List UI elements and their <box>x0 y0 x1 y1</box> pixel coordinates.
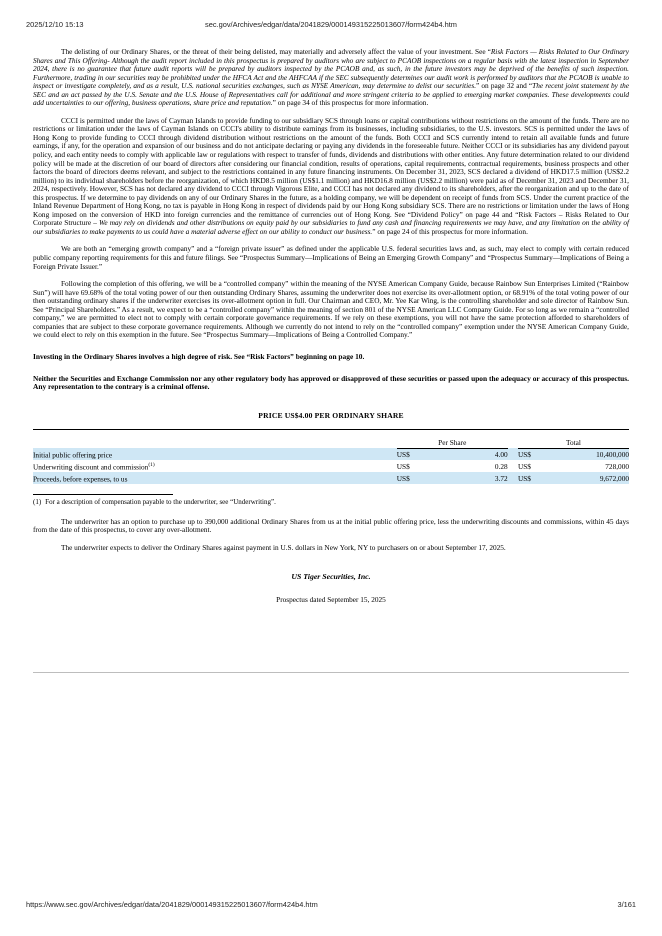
row-label <box>33 448 386 460</box>
row-gap-1 <box>386 460 396 472</box>
price-table <box>33 437 629 484</box>
row-per-share-currency: US$ <box>396 462 410 472</box>
row-gap-2 <box>508 448 518 460</box>
sec-disclaimer-statement: Neither the Securities and Exchange Commission nor any other regulatory body has approved or disapproved of these securities or passed upon the adequacy or accuracy of this prospectus. Any representation to the contrary is a criminal offense. <box>33 373 629 392</box>
row-per-share-currency: US$ <box>397 472 428 484</box>
paragraph-ccci-dividends <box>33 117 629 237</box>
footnote-number: (1) <box>33 498 42 507</box>
footnote-1 <box>33 498 629 506</box>
price-table-header-total: Total <box>518 437 629 448</box>
price-table-top-rule <box>33 429 629 430</box>
ccci-part-1: CCCI is permitted under the laws of Cayman Islands to provide funding to our subsidiary SCS through loans or capital contributions without restrictions on the amount of the funds. There are no restrictions or limitation under the laws of Cayman Islands on CCCI's ability to distribute earnings from its businesses, including subsidiaries, to the U.S. investors. SCS is permitted under the laws of Hong Kong to provide funding to CCCI through dividend distribution without restrictions on the amount of the funds. Both CCCI and SCS currently intend to retain all available funds and future earnings, if any, for the operation and expansion of our business and do not anticipate declaring or paying any dividends in the foreseeable future. Neither CCCI or its subsidiaries has any dividend payout policy, and each entity needs to comply with applicable law or regulations with respect to transfer of funds, dividends and distributions with other entities. Any future determination related to our dividend policy will be made at the discretion of our board of directors after considering our financial condition, results of operations, capital requirements, contractual requirements, business prospects and other factors the board of directors deems relevant, and subject to the restrictions contained in any future financing instruments. On December 31, 2023, SCS declared a dividend of HKD17.5 million (US$2.2 million) to its individual shareholders before the reorganization, of which HKD8.5 million (US$1.1 million) and HKD16.8 million (US$2.2 million) were paid as of December 31, 2023 and December 31, 2024, respectively. However, SCS has not declared any dividend to CCCI through Vigorous Elite, and CCCI has not declared any dividend to its shareholders, after the reorganization and up to the date of this prospectus. If we determine to pay dividends on any of our Ordinary Shares in the future, as a holding company, we will be dependent on receipt of funds from SCS. Under the current practice of the Inland Revenue Department of Hong Kong, no tax is payable in Hong Kong in respect of dividends paid by our Hong Kong subsidiary SCS. There are no restrictions or limitation under the laws of Hong Kong imposed on the conversion of HKD into foreign currencies and the remittance of currencies out of Hong Kong. See “Dividend Policy” on page 44 and “Risk Factors – Risks Related to Our Corporate Structure – <box>33 115 629 228</box>
row-per-share-value: 3.72 <box>428 472 508 484</box>
footnote-rule <box>33 494 173 495</box>
row-per-share-value: 0.28 <box>494 462 508 472</box>
paragraph-emerging-growth-company: We are both an “emerging growth company” and a “foreign private issuer” as defined under the applicable U.S. federal securities laws and, as such, may elect to comply with certain reduced public company reporting requirements for this and future filings. See “Prospectus Summary—Implications of Being an Emerging Growth Company” and “Prospectus Summary—Implications of Being a Foreign Private Issuer.” <box>33 244 629 271</box>
table-row <box>33 472 629 484</box>
row-total-value: 10,400,000 <box>549 448 629 460</box>
row-label <box>33 472 386 484</box>
row-gap-2 <box>508 472 518 484</box>
paragraph-controlled-company: Following the completion of this offering, we will be a “controlled company” within the meaning of the NYSE American Company Guide, because Rainbow Sun Enterprises Limited (“Rainbow Sun”) will have 69.68% of the total voting power of our then outstanding Ordinary Shares, assuming the underwriter does not exercise its over-allotment option, or 68.91% of the total voting power of our then outstanding ordinary shares if the underwriter exercises its over-allotment option in full. Our Chairman and CEO, Mr. Yee Kar Wing, is the controlling shareholder and sole director of Rainbow Sun. See “Principal Shareholders.” As a result, we expect to be a “controlled company” within the meaning of section 801 of the NYSE American LLC Company Guide. For so long as we remain a “controlled company,” we are permitted to elect not to comply with certain corporate governance requirements. If we rely on these exemptions, you will not have the same protection afforded to shareholders of companies that are subject to these corporate governance requirements. Although we currently do not intend to rely on the “controlled company” exemption under the NYSE American Company Guide, we could elect to rely on this exemption in the future. See “Prospectus Summary—Implications of Being a Controlled Company.” <box>33 279 629 340</box>
row-label-text: Underwriting discount and commission <box>33 462 149 472</box>
price-heading: PRICE US$4.00 PER ORDINARY SHARE <box>258 411 404 421</box>
document-body <box>33 48 629 604</box>
table-row <box>33 448 629 460</box>
underwriter-name: US Tiger Securities, Inc. <box>291 572 371 582</box>
footnote-text: For a description of compensation payable to the underwriter, see “Underwriting”. <box>45 498 276 507</box>
print-header-url: sec.gov/Archives/edgar/data/2041829/000149315225013607/form424b4.htm <box>205 20 457 29</box>
delisting-mid: ” on page 32 and “ <box>476 81 533 91</box>
paragraph-delisting <box>33 48 629 108</box>
row-total-value: 728,000 <box>605 462 629 472</box>
price-table-header-blank <box>33 437 386 448</box>
delisting-tail: ” on page 34 of this prospectus for more information. <box>272 98 429 108</box>
row-gap-2 <box>508 460 518 472</box>
page-bottom-rule <box>33 672 629 673</box>
print-timestamp: 2025/12/10 15:13 <box>26 20 84 29</box>
print-footer <box>0 900 662 912</box>
print-header <box>0 20 662 32</box>
row-total-currency: US$ <box>518 448 549 460</box>
risk-disclosure-statement: Investing in the Ordinary Shares involves a high degree of risk. See “Risk Factors” beginning on page 10. <box>33 351 365 361</box>
print-footer-page-number: 3/161 <box>617 900 636 909</box>
ccci-tail: ” on page 24 of this prospectus for more information. <box>372 226 528 236</box>
delisting-lead: The delisting of our Ordinary Shares, or the threat of their being delisted, may materially and adversely affect the value of your investment. See “ <box>61 47 491 56</box>
row-gap-1 <box>386 472 396 484</box>
print-footer-url: https://www.sec.gov/Archives/edgar/data/2041829/000149315225013607/form424b4.htm <box>26 900 318 909</box>
delisting-italic-1: Risk Factors — Risks Related to Our Ordinary Shares and This Offering- Although the audit report included in this prospectus is prepared by auditors who are subject to PCAOB inspections on a regular basis with the latest inspection in September 2024, there is no guarantee that future audit reports will be prepared by auditors inspected by the PCAOB and, as such, in the future investors may be deprived of the benefits of such inspection. Furthermore, trading in our securities may be prohibited under the HFCA Act and the AHFCAA if the SEC subsequently determines our audit work is performed by auditors that the PCAOB is unable to inspect or investigate completely, and as a result, U.S. national securities exchanges, such as NYSE American, may determine to delist our securities. <box>33 47 629 91</box>
paragraph-over-allotment: The underwriter has an option to purchase up to 390,000 additional Ordinary Shares from us at the initial public offering price, less the underwriting discounts and commissions, within 45 days from the date of this prospectus, to cover any over-allotment. <box>33 516 629 535</box>
row-label <box>33 460 386 472</box>
row-total-value: 9,672,000 <box>549 472 629 484</box>
row-label-text: Initial public offering price <box>33 450 113 460</box>
ccci-italic-1: We may rely on dividends and other distributions on equity paid by our subsidiaries to fund any cash and financing requirements we may have, and any limitation on the ability of our subsidiaries to make payments to us could have a material adverse effect on our ability to conduct our business. <box>33 218 629 236</box>
price-table-header-gap-1 <box>386 437 396 448</box>
prospectus-date: Prospectus dated September 15, 2025 <box>276 595 386 605</box>
table-row <box>33 460 629 472</box>
row-label-text: Proceeds, before expenses, to us <box>33 474 128 484</box>
price-table-header-row <box>33 437 629 448</box>
row-per-share-currency: US$ <box>397 448 428 460</box>
price-table-header-gap-2 <box>508 437 518 448</box>
row-label-superscript: (1) <box>148 461 155 468</box>
row-gap-1 <box>386 448 396 460</box>
paragraph-delivery: The underwriter expects to deliver the Ordinary Shares against payment in U.S. dollars in New York, NY to purchasers on or about September 17, 2025. <box>61 542 506 552</box>
delisting-italic-2: The recent joint statement by the SEC and an act passed by the U.S. Senate and the U.S. House of Representatives call for additional and more stringent criteria to be applied to emerging market companies. These developments could add uncertainties to our offering, business operations, share price and reputation. <box>33 81 629 108</box>
price-table-header-per-share: Per Share <box>397 437 508 448</box>
row-total-currency: US$ <box>517 462 531 472</box>
row-per-share-value: 4.00 <box>428 448 508 460</box>
row-total-currency: US$ <box>518 472 549 484</box>
